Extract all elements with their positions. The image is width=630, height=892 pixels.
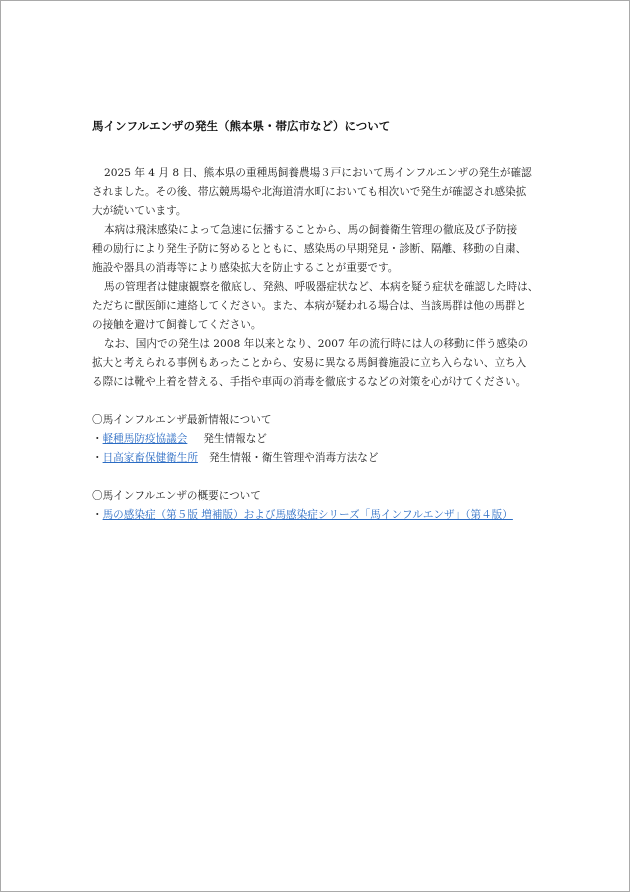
- paragraph: [92, 278, 562, 335]
- list-item: [92, 506, 562, 525]
- section-latest-info: [92, 411, 562, 468]
- paragraph-line: 施設や器具の消毒等により感染拡大を防止することが重要です。: [92, 262, 399, 274]
- paragraph: [92, 221, 562, 278]
- paragraph-line: 大が続いています。: [92, 205, 187, 217]
- paragraph: [92, 335, 562, 392]
- paragraph-line: 2025 年 4 月 8 日、熊本県の重種馬飼養農場３戸において馬インフルエンザの発生が確認: [104, 167, 532, 179]
- paragraph-line: の接触を避けて飼養してください。: [92, 319, 262, 331]
- section-overview: [92, 487, 562, 525]
- spacer: [92, 392, 562, 411]
- paragraph-line: されました。その後、帯広競馬場や北海道清水町においても相次いで発生が確認され感染拡: [92, 186, 527, 198]
- spacer: [92, 468, 562, 487]
- bullet: ・: [92, 433, 103, 445]
- list-item: [92, 430, 562, 449]
- link-note: 発生情報・衛生管理や消毒方法など: [208, 452, 379, 464]
- link-note: 発生情報など: [203, 433, 267, 445]
- bullet: ・: [92, 452, 103, 464]
- link-equine-infectious-diseases[interactable]: 馬の感染症（第５版 増補版）および馬感染症シリーズ「馬インフルエンザ」（第４版）: [102, 509, 513, 521]
- paragraph-line: 本病は飛沫感染によって急速に伝播することから、馬の飼養衛生管理の徹底及び予防接: [104, 224, 518, 236]
- paragraph-line: 拡大と考えられる事例もあったことから、安易に異なる馬飼養施設に立ち入らない、立ち入: [92, 357, 527, 369]
- paragraph-line: ただちに獣医師に連絡してください。また、本病が疑われる場合は、当該馬群は他の馬群と: [92, 300, 527, 312]
- paragraph: [92, 164, 562, 221]
- paragraph-line: 種の励行により発生予防に努めるとともに、感染馬の早期発見・診断、隔離、移動の自粛、: [92, 243, 527, 255]
- section-heading: 〇馬インフルエンザの概要について: [92, 490, 261, 502]
- bullet: ・: [92, 509, 103, 521]
- paragraph-line: なお、国内での発生は 2008 年以来となり、2007 年の流行時には人の移動に伴う感染の: [104, 338, 529, 350]
- paragraph-line: る際には靴や上着を替える、手指や車両の消毒を徹底するなどの対策を心がけてください。: [92, 376, 527, 388]
- page-title: 馬インフルエンザの発生（熊本県・帯広市など）について: [92, 119, 391, 133]
- link-hidaka-livestock-hygiene-office[interactable]: 日高家畜保健衛生所: [102, 452, 198, 464]
- document-body: [92, 164, 562, 525]
- link-jra-epidemic-council[interactable]: 軽種馬防疫協議会: [102, 433, 188, 445]
- paragraph-line: 馬の管理者は健康観察を徹底し、発熱、呼吸器症状など、本病を疑う症状を確認した時は、: [104, 281, 539, 293]
- section-heading: 〇馬インフルエンザ最新情報について: [92, 414, 272, 426]
- list-item: [92, 449, 562, 468]
